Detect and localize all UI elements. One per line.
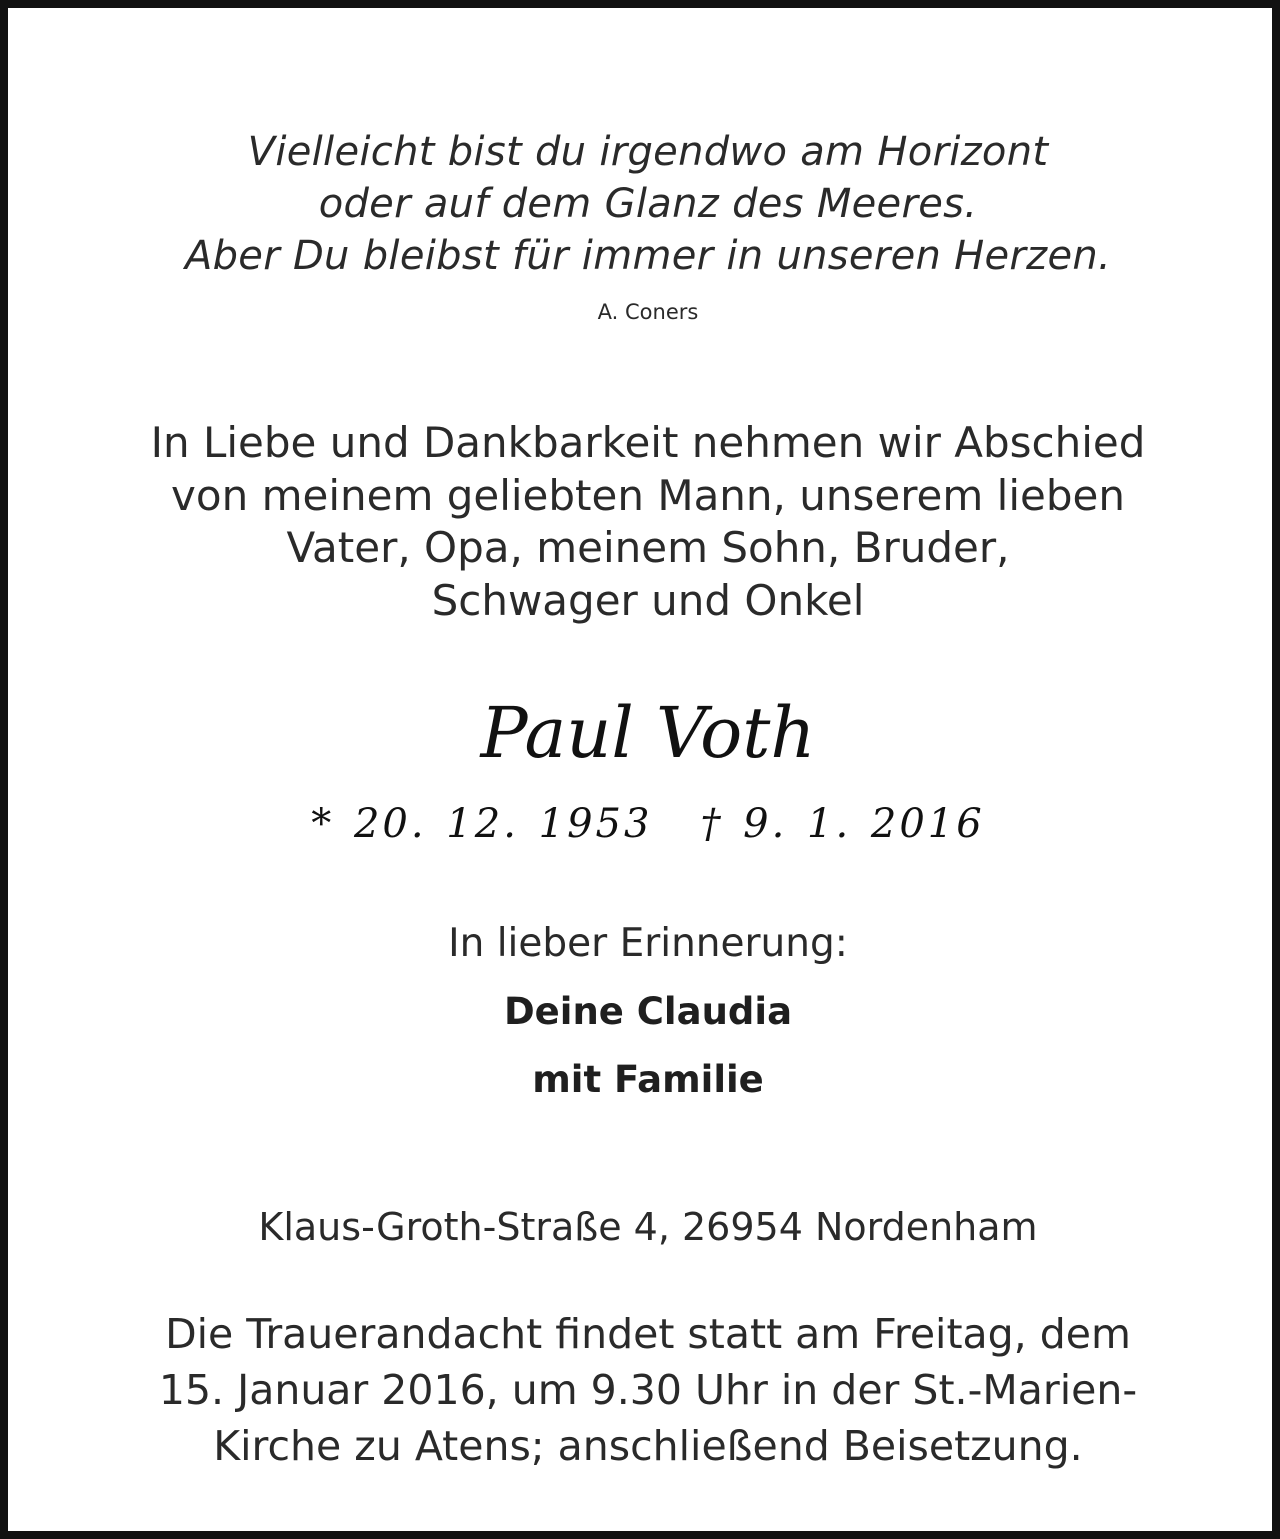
farewell-line: Vater, Opa, meinem Sohn, Bruder, <box>286 523 1010 572</box>
farewell-line: von meinem geliebten Mann, unserem lieben <box>171 470 1125 520</box>
family-address: Klaus-Groth-Straße 4, 26954 Nordenham <box>258 1205 1038 1249</box>
service-info <box>8 1306 1280 1474</box>
quote-author: A. Coners <box>597 300 699 324</box>
deceased-name: Paul Voth <box>480 692 816 774</box>
service-line: 15. Januar 2016, um 9.30 Uhr in der St.-Marien- <box>158 1366 1138 1414</box>
mourner-name: Deine Claudia <box>503 990 793 1033</box>
mourner-family: mit Familie <box>532 1058 764 1101</box>
quote-line: oder auf dem Glanz des Meeres. <box>318 181 978 227</box>
memorial-quote <box>8 126 1280 282</box>
service-line: Kirche zu Atens; anschließend Beisetzung. <box>213 1422 1083 1470</box>
birth-date: * 20. 12. 1953 <box>311 801 653 847</box>
quote-line: Aber Du bleibst für immer in unseren Herzen. <box>184 233 1112 279</box>
farewell-line: In Liebe und Dankbarkeit nehmen wir Abschied <box>150 418 1146 467</box>
death-date: † 9. 1. 2016 <box>700 801 985 847</box>
farewell-text <box>8 417 1280 627</box>
service-line: Die Trauerandacht findet statt am Freitag, dem <box>165 1310 1131 1358</box>
life-dates <box>8 798 1280 850</box>
memory-label: In lieber Erinnerung: <box>448 921 848 966</box>
farewell-line: Schwager und Onkel <box>431 575 865 625</box>
quote-line: Vielleicht bist du irgendwo am Horizont <box>247 129 1049 175</box>
